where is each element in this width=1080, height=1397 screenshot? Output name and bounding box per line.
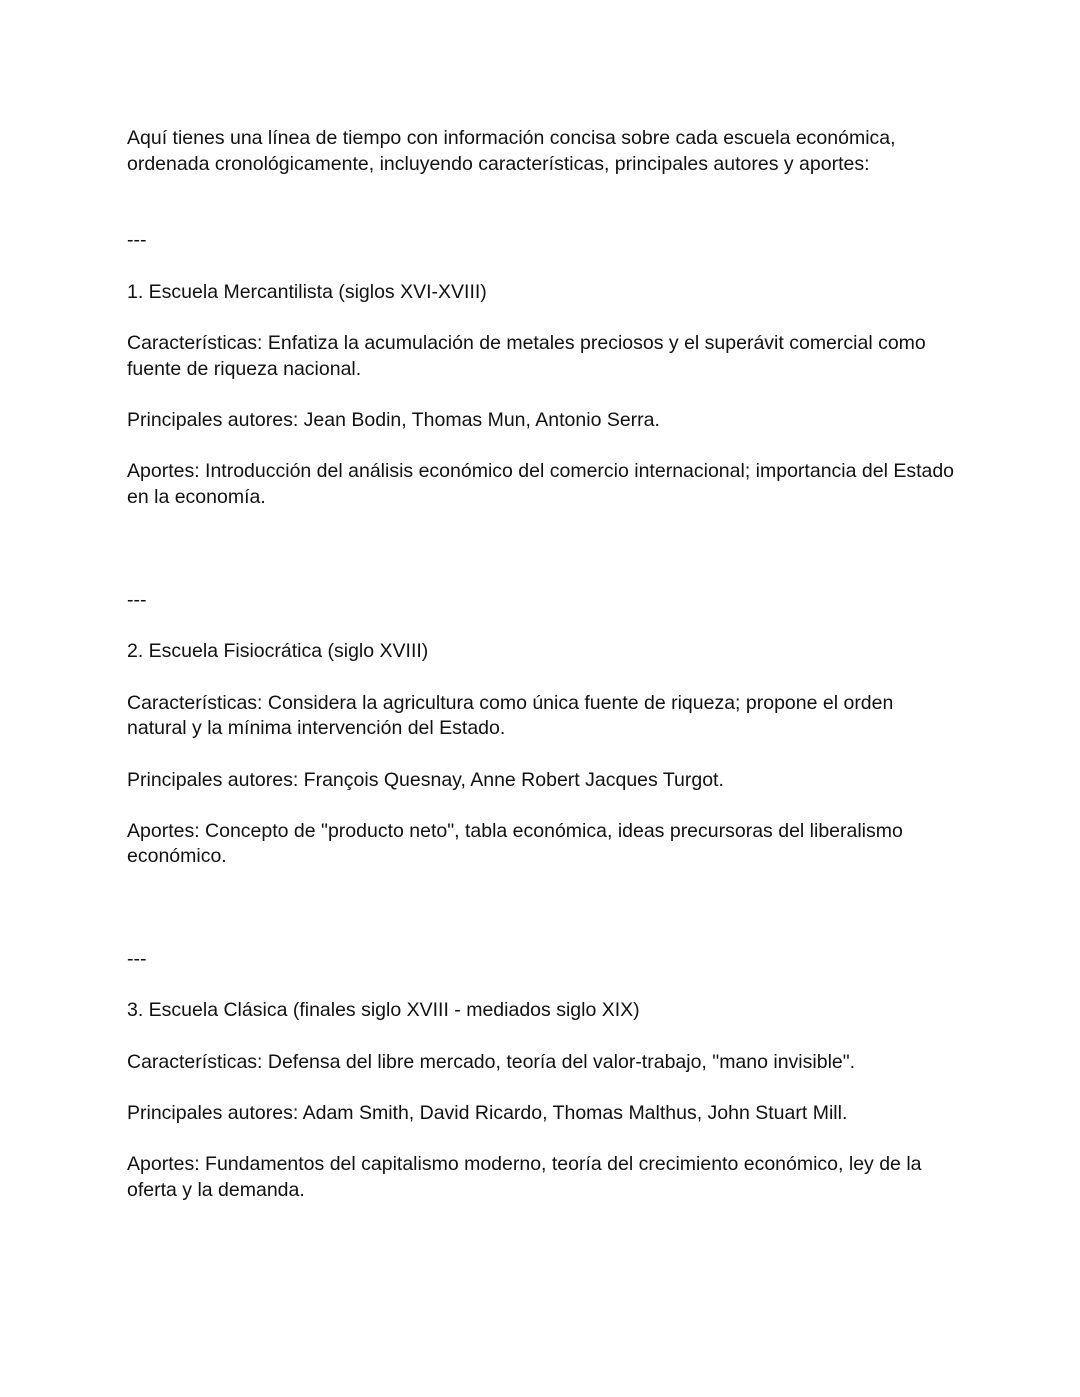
- section-aportes: Aportes: Fundamentos del capitalismo moderno, teoría del crecimiento económico, ley de la oferta y la demanda.: [127, 1153, 922, 1202]
- section-aportes: Aportes: Introducción del análisis económico del comercio internacional; importancia del Estado en la economía.: [127, 460, 955, 508]
- section-aportes: Aportes: Concepto de "producto neto", tabla económica, ideas precursoras del liberalismo económico.: [127, 819, 903, 868]
- spacer: [127, 870, 957, 947]
- section-title-fisiocratica: 2. Escuela Fisiocrática (siglo XVIII): [127, 640, 429, 663]
- section-title-clasica: 3. Escuela Clásica (finales siglo XVIII - mediados siglo XIX): [127, 999, 640, 1022]
- section-caracteristicas: Características: Defensa del libre mercado, teoría del valor-trabajo, "mano invisible".: [127, 1051, 856, 1074]
- spacer: [127, 511, 957, 588]
- section-autores: Principales autores: François Quesnay, Anne Robert Jacques Turgot.: [127, 768, 724, 791]
- section-title-mercantilista: 1. Escuela Mercantilista (siglos XVI-XVIII): [127, 280, 487, 303]
- section-autores: Principales autores: Adam Smith, David Ricardo, Thomas Malthus, John Stuart Mill.: [127, 1102, 848, 1125]
- intro-paragraph: Aquí tienes una línea de tiempo con información concisa sobre cada escuela económica, ordenada cronológicamente, incluyendo características, principales autores y aportes:: [127, 127, 896, 175]
- section-autores: Principales autores: Jean Bodin, Thomas Mun, Antonio Serra.: [127, 409, 660, 432]
- document-body: [127, 126, 957, 1204]
- section-caracteristicas: Características: Considera la agricultura como única fuente de riqueza; propone el orden natural y la mínima intervención del Estado.: [127, 691, 894, 740]
- section-caracteristicas: Características: Enfatiza la acumulación de metales preciosos y el superávit comercial como fuente de riqueza nacional.: [127, 332, 926, 380]
- section-separator: ---: [127, 947, 147, 970]
- section-separator: ---: [127, 229, 147, 252]
- section-separator: ---: [127, 588, 147, 611]
